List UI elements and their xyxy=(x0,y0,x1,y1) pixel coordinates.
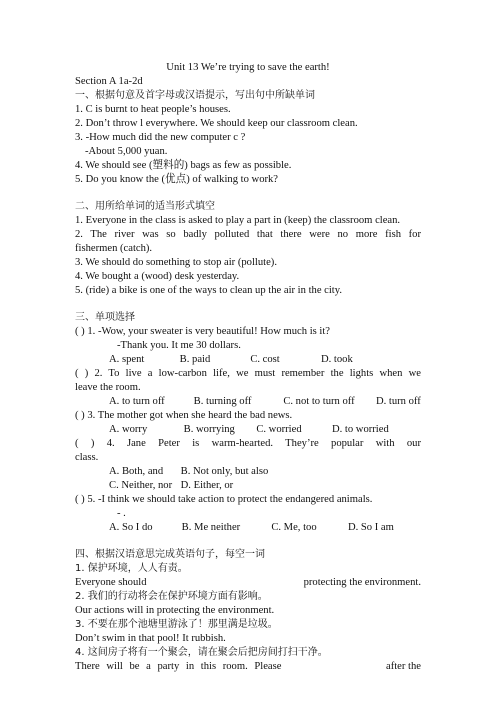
part3-question-3-options xyxy=(109,423,421,437)
part4-question-1-chinese: 1. 保护环境，人人有责。 xyxy=(75,563,188,574)
option: B. worrying xyxy=(183,424,235,435)
section-label: Section A 1a-2d xyxy=(75,76,143,87)
option: D. Either, or xyxy=(180,480,234,491)
part2-question-2-line1: 2. The river was so badly polluted that there were no more fish for xyxy=(75,229,421,240)
part1-question-1: 1. C is burnt to heat people’s houses. xyxy=(75,104,231,115)
part3-question-5: ( ) 5. -I think we should take action to protect the endangered animals. xyxy=(75,494,373,505)
part2-question-4: 4. We bought a (wood) desk yesterday. xyxy=(75,271,240,282)
part2-question-3: 3. We should do something to stop air (pollute). xyxy=(75,257,277,268)
part3-question-4-line2: class. xyxy=(75,452,99,463)
option: D. So I am xyxy=(347,522,394,533)
sentence-start: There will be a party in this room. Please xyxy=(75,661,282,672)
option: C. not to turn off xyxy=(283,396,355,407)
option: A. So I do xyxy=(109,522,153,533)
option: B. turning off xyxy=(193,396,252,407)
option: C. cost xyxy=(250,354,280,365)
part1-question-4: 4. We should see (塑料的) bags as few as possible. xyxy=(75,160,292,171)
part4-question-4-chinese: 4. 这间房子将有一个聚会，请在聚会后把房间打扫干净。 xyxy=(75,647,328,658)
part3-question-2-line2: leave the room. xyxy=(75,382,141,393)
part3-question-1: ( ) 1. -Wow, your sweater is very beautiful! How much is it? xyxy=(75,326,330,337)
part3-question-4-line1: ( ) 4. Jane Peter is warm-hearted. They’re popular with our xyxy=(75,438,421,449)
part1-question-3: 3. -How much did the new computer c ? xyxy=(75,132,246,143)
option: B. Me neither xyxy=(181,522,241,533)
part3-question-2-line1: ( ) 2. To live a low-carbon life, we must remember the lights when we xyxy=(75,368,421,379)
option: D. turn off xyxy=(375,396,421,407)
part3-question-2-options xyxy=(109,395,421,409)
option: B. Not only, but also xyxy=(180,466,269,477)
part3-question-4-options-row2 xyxy=(109,479,421,493)
part3-question-5-options xyxy=(109,521,421,535)
part4-question-3-chinese: 3. 不要在那个池塘里游泳了！那里满是垃圾。 xyxy=(75,619,278,630)
option: A. worry xyxy=(109,424,148,435)
part1-question-3-answer: -About 5,000 yuan. xyxy=(85,146,168,157)
part3-question-4-options-row1 xyxy=(109,465,421,479)
part2-question-2-line2: fishermen (catch). xyxy=(75,243,153,254)
part4-question-4-english xyxy=(75,660,421,674)
option: D. took xyxy=(320,354,353,365)
part1-heading: 一、根据句意及首字母或汉语提示，写出句中所缺单词 xyxy=(75,90,315,101)
option: C. worried xyxy=(256,424,302,435)
option: C. Me, too xyxy=(271,522,317,533)
part1-question-2: 2. Don’t throw l everywhere. We should keep our classroom clean. xyxy=(75,118,358,129)
part3-heading: 三、单项选择 xyxy=(75,312,135,323)
part3-question-3: ( ) 3. The mother got when she heard the bad news. xyxy=(75,410,293,421)
part3-question-1-reply: -Thank you. It me 30 dollars. xyxy=(117,340,241,351)
part2-question-1: 1. Everyone in the class is asked to play a part in (keep) the classroom clean. xyxy=(75,215,401,226)
part2-heading: 二、用所给单词的适当形式填空 xyxy=(75,201,215,212)
part3-question-1-options xyxy=(109,353,421,367)
sentence-start: Everyone should xyxy=(75,577,147,588)
option: C. Neither, nor xyxy=(109,480,173,491)
option: A. to turn off xyxy=(109,396,165,407)
part2-question-5: 5. (ride) a bike is one of the ways to clean up the air in the city. xyxy=(75,285,343,296)
part4-question-3-english: Don’t swim in that pool! It rubbish. xyxy=(75,633,226,644)
option: D. to worried xyxy=(331,424,389,435)
option: B. paid xyxy=(179,354,211,365)
part4-question-2-chinese: 2. 我们的行动将会在保护环境方面有影响。 xyxy=(75,591,268,602)
part3-question-5-reply: - . xyxy=(117,508,126,519)
part4-question-1-english xyxy=(75,576,421,590)
option: A. spent xyxy=(109,354,145,365)
part1-question-5: 5. Do you know the (优点) of walking to work? xyxy=(75,174,279,185)
worksheet-title: Unit 13 We’re trying to save the earth! xyxy=(166,62,330,73)
part4-question-2-english: Our actions will in protecting the environment. xyxy=(75,605,275,616)
sentence-end: protecting the environment. xyxy=(303,577,421,588)
sentence-end: after the xyxy=(386,661,421,672)
option: A. Both, and xyxy=(109,466,164,477)
part4-heading: 四、根据汉语意思完成英语句子，每空一词 xyxy=(75,549,265,560)
